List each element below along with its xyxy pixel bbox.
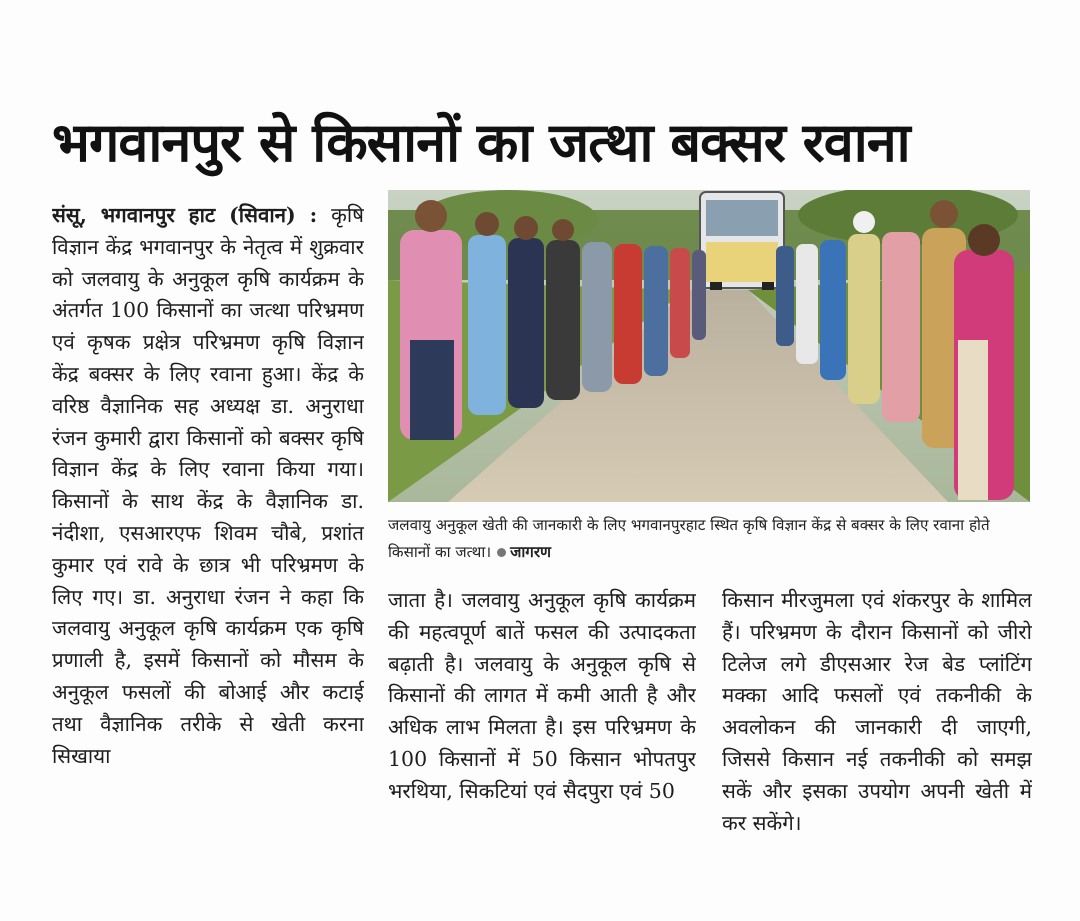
- article-dateline: संसू, भगवानपुर हाट (सिवान) :: [52, 203, 332, 227]
- article-column-2: जाता है। जलवायु अनुकूल कृषि कार्यक्रम की महत्वपूर्ण बातें फसल की उत्पादकता बढ़ाती है। जलवायु के अनुकूल कृषि से किसानों की लागत में कमी आती है और अधिक लाभ मिलता है। इस परिभ्रमण के 100 किसानों में 50 किसान भोपतपुर भरथिया, सिकटियां एवं सैदपुरा एवं 50: [388, 588, 696, 803]
- photo-credit: जागरण: [510, 543, 552, 561]
- credit-bullet-icon: [497, 548, 506, 557]
- article-headline: भगवानपुर से किसानों का जत्था बक्सर रवाना: [52, 111, 910, 174]
- photo-caption-text: जलवायु अनुकूल खेती की जानकारी के लिए भगवानपुरहाट स्थित कृषि विज्ञान केंद्र से बक्सर के लिए रवाना होते किसानों का जत्था।: [388, 516, 990, 561]
- article-column-3: किसान मीरजुमला एवं शंकरपुर के शामिल हैं। परिभ्रमण के दौरान किसानों को जीरो टिलेज लगे डीएसआर रेज बेड प्लांटिंग मक्का आदि फसलों एवं तकनीकी के अवलोकन की जानकारी दी जाएगी, जिससे किसान नई तकनीकी को समझ सकें और इसका उपयोग अपनी खेती में कर सकेंगे।: [722, 588, 1032, 835]
- article-column-1-text: कृषि विज्ञान केंद्र भगवानपुर के नेतृत्व में शुक्रवार को जलवायु के अनुकूल कृषि कार्यक्रम के अंतर्गत 100 किसानों का जत्था परिभ्रमण एवं कृषक प्रक्षेत्र परिभ्रमण कृषि विज्ञान केंद्र बक्सर के लिए रवाना हुआ। केंद्र के वरिष्ठ वैज्ञानिक सह अध्यक्ष डा. अनुराधा रंजन कुमारी द्वारा किसानों को बक्सर कृषि विज्ञान केंद्र के लिए रवाना किया गया। किसानों के साथ केंद्र के वैज्ञानिक डा. नंदीशा, एसआरएफ शिवम चौबे, प्रशांत कुमार एवं रावे के छात्र भी परिभ्रमण के लिए गए। डा. अनुराधा रंजन ने कहा कि जलवायु अनुकूल कृषि कार्यक्रम एक कृषि प्रणाली है, इसमें किसानों को मौसम के अनुकूल फसलों की बोआई और कटाई तथा वैज्ञानिक तरीके से खेती करना सिखाया: [52, 203, 364, 768]
- article-column-1: [52, 200, 364, 880]
- farmers-group-photo: [388, 190, 1030, 502]
- bus-icon: [700, 192, 784, 290]
- photo-caption: [388, 512, 1033, 566]
- article-photo: [388, 190, 1030, 502]
